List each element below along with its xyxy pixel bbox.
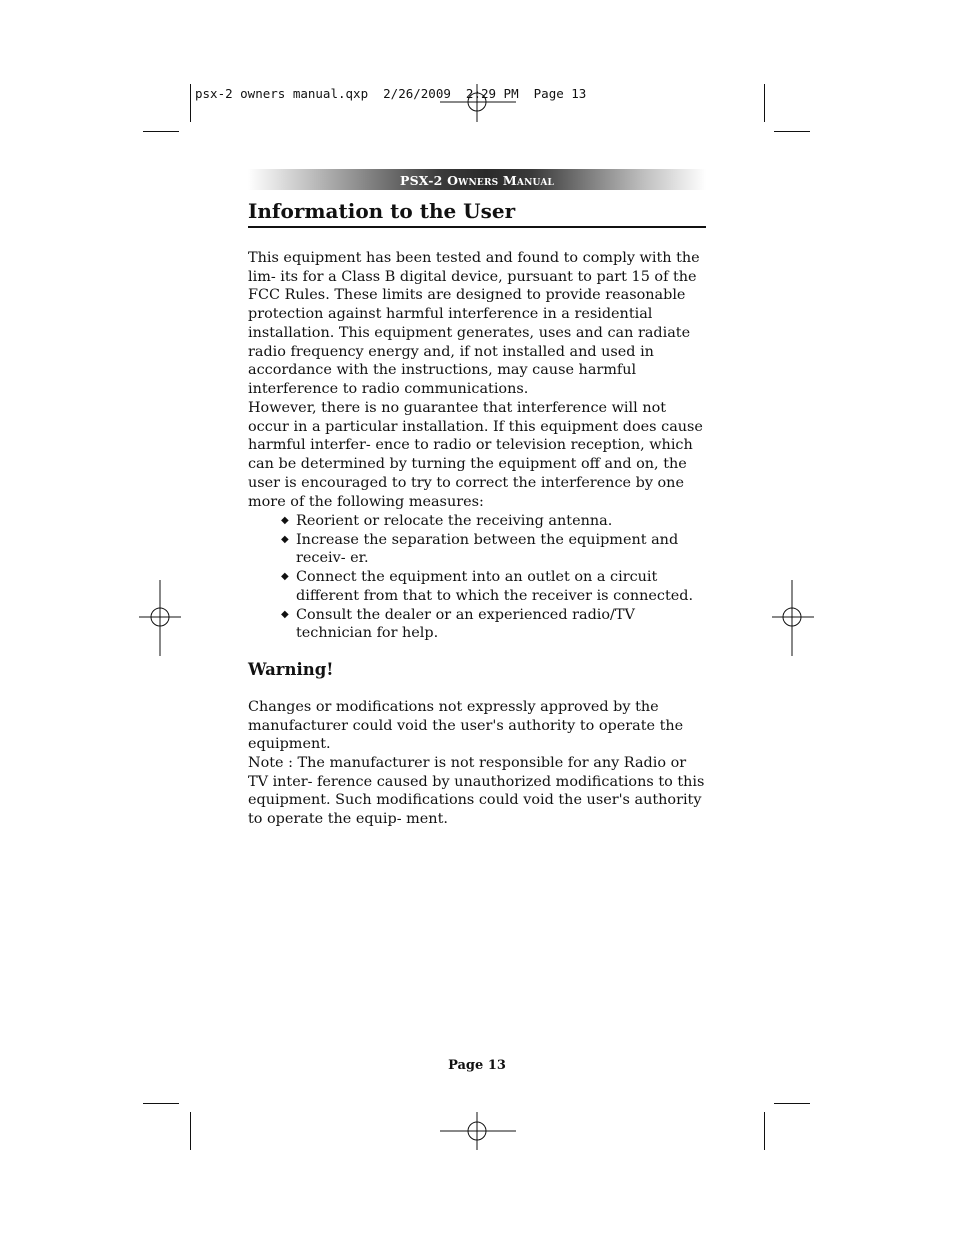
list-item-text: Increase the separation between the equipment and receiv- er. [296, 531, 679, 567]
crop-mark-bottom-left-vertical [190, 1112, 191, 1150]
diamond-bullet-icon: ◆ [281, 533, 289, 545]
diamond-bullet-icon: ◆ [281, 515, 289, 526]
running-head-bar [248, 169, 706, 190]
list-item [280, 606, 710, 643]
diamond-bullet-icon: ◆ [281, 571, 289, 583]
crop-mark-top-right-horizontal [774, 131, 810, 132]
list-item [280, 568, 710, 605]
registration-mark-bottom [440, 1112, 516, 1152]
list-item [280, 531, 710, 568]
crop-mark-bottom-left-horizontal [143, 1103, 179, 1104]
paragraph-interference: However, there is no guarantee that interference will not occur in a particular installation. If this equipment does cause harmful interfer- ence to radio or television reception, which can be determined by turning the equipment off and on, the user is encouraged to try to correct the interference by one more of the following measures: [248, 400, 703, 510]
list-item-text: Reorient or relocate the receiving antenna. [296, 513, 613, 529]
registration-mark-top [440, 82, 516, 122]
warning-heading: Warning! [248, 660, 334, 679]
crop-mark-top-left-horizontal [143, 131, 179, 132]
list-item [280, 512, 710, 531]
print-slug: psx-2 owners manual.qxp 2/26/2009 2:29 PM Page 13 [195, 86, 587, 101]
page-number: Page 13 [448, 1058, 506, 1073]
registration-mark-right [772, 580, 814, 656]
registration-mark-left [139, 580, 181, 656]
paragraph-compliance: This equipment has been tested and found to comply with the lim- its for a Class B digital device, pursuant to part 15 of the FCC Rules. These limits are designed to provide reasonable protection against harmful interference in a residential installation. This equipment generates, uses and can radiate radio frequency energy and, if not installed and used in accordance with the instructions, may cause harmful interference to radio communications. [248, 250, 700, 397]
diamond-bullet-icon: ◆ [281, 608, 289, 620]
paragraph-modifications: Changes or modifications not expressly approved by the manufacturer could void the user's authority to operate the equipment. [248, 699, 684, 753]
page-title: Information to the User [248, 198, 706, 228]
crop-mark-bottom-right-horizontal [774, 1103, 810, 1104]
paragraph-note: Note : The manufacturer is not responsible for any Radio or TV inter- ference caused by unauthorized modifications to this equipment. Such modifications could void the user's authority to operate the equip- ment. [248, 755, 705, 828]
measures-list [280, 512, 710, 643]
list-item-text: Connect the equipment into an outlet on a circuit different from that to which the receiver is connected. [296, 569, 694, 604]
running-head-text: PSX-2 Owners Manual [399, 173, 555, 188]
crop-mark-bottom-right-vertical [764, 1112, 765, 1150]
list-item-text: Consult the dealer or an experienced radio/TV technician for help. [296, 606, 635, 642]
crop-mark-top-right-vertical [764, 84, 765, 122]
crop-mark-top-left-vertical [190, 84, 191, 122]
